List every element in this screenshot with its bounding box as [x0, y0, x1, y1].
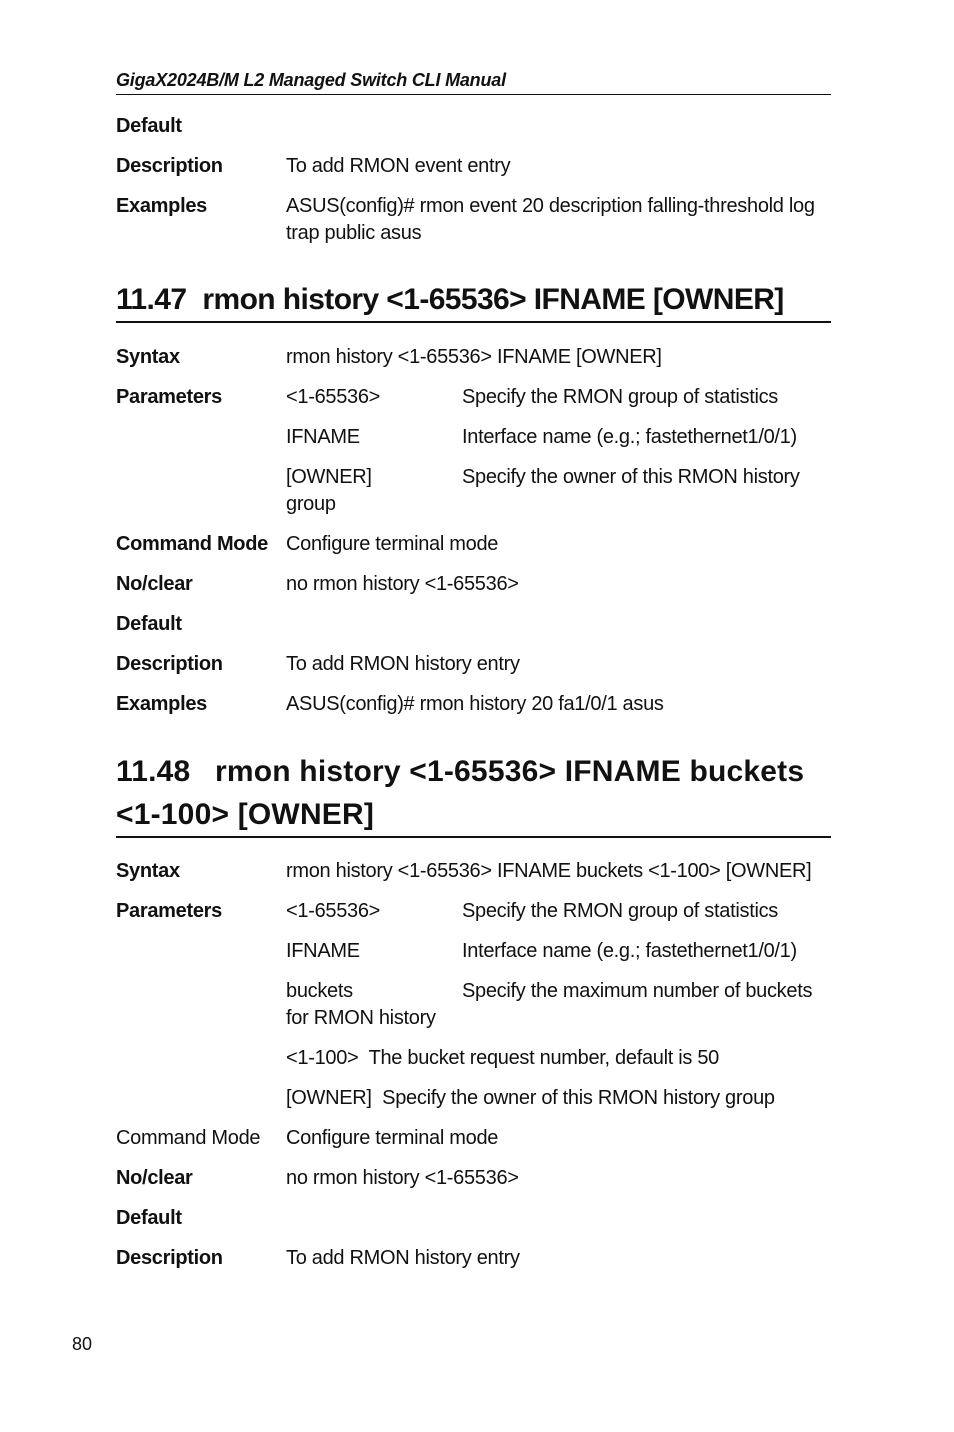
syntax-value: rmon history <1-65536> IFNAME [OWNER]	[286, 346, 662, 368]
param-desc: Interface name (e.g.; fastethernet1/0/1)	[462, 940, 797, 962]
noclear-label: No/clear	[116, 1167, 193, 1189]
section-title-line2: <1-100> [OWNER]	[116, 798, 375, 831]
examples-value: ASUS(config)# rmon history 20 fa1/0/1 asus	[286, 693, 664, 715]
page-number: 80	[72, 1334, 93, 1354]
section-title: rmon history <1-65536> IFNAME [OWNER]	[202, 283, 784, 316]
syntax-label: Syntax	[116, 346, 180, 368]
default-label: Default	[116, 1207, 182, 1229]
param-desc-continuation: group	[286, 493, 336, 515]
examples-value: ASUS(config)# rmon event 20 description falling-threshold log trap public asus	[286, 195, 815, 244]
section-heading-11-48	[116, 750, 831, 838]
param-name: IFNAME	[286, 940, 360, 962]
running-header: GigaX2024B/M L2 Managed Switch CLI Manual	[116, 70, 831, 95]
param-name: [OWNER]	[286, 466, 372, 488]
param-desc: Specify the owner of this RMON history	[462, 466, 800, 488]
param-name-continuation: for RMON history	[286, 1007, 436, 1029]
description-value: To add RMON history entry	[286, 1247, 520, 1269]
noclear-value: no rmon history <1-65536>	[286, 1167, 519, 1189]
section-number: 11.47	[116, 283, 187, 316]
param-name: IFNAME	[286, 426, 360, 448]
noclear-label: No/clear	[116, 573, 193, 595]
description-label: Description	[116, 1247, 223, 1269]
noclear-value: no rmon history <1-65536>	[286, 573, 519, 595]
param-name: buckets	[286, 980, 353, 1002]
description-label: Description	[116, 653, 223, 675]
description-label: Description	[116, 155, 223, 177]
section-title-line1: rmon history <1-65536> IFNAME buckets	[214, 755, 805, 788]
default-label: Default	[116, 613, 182, 635]
parameters-label: Parameters	[116, 386, 222, 408]
command-mode-value: Configure terminal mode	[286, 1127, 499, 1149]
description-value: To add RMON history entry	[286, 653, 520, 675]
param-line-owner: [OWNER] Specify the owner of this RMON history group	[286, 1087, 775, 1109]
param-name: <1-65536>	[286, 386, 381, 408]
command-mode-value: Configure terminal mode	[286, 533, 499, 555]
param-name: <1-65536>	[286, 900, 381, 922]
parameters-label: Parameters	[116, 900, 222, 922]
param-desc: Interface name (e.g.; fastethernet1/0/1)	[462, 426, 797, 448]
section-heading-11-47	[116, 278, 831, 323]
examples-label: Examples	[116, 693, 207, 715]
syntax-label: Syntax	[116, 860, 180, 882]
param-line-buckets-number: <1-100> The bucket request number, default is 50	[286, 1047, 720, 1069]
syntax-value: rmon history <1-65536> IFNAME buckets <1-100> [OWNER]	[286, 860, 812, 882]
param-desc: Specify the RMON group of statistics	[462, 900, 778, 922]
param-desc: Specify the RMON group of statistics	[462, 386, 778, 408]
section-number: 11.48	[116, 755, 191, 788]
command-mode-label: Command Mode	[116, 1127, 261, 1149]
command-mode-label: Command Mode	[116, 533, 268, 555]
param-desc: Specify the maximum number of buckets	[462, 980, 813, 1002]
default-label: Default	[116, 115, 182, 137]
examples-label: Examples	[116, 195, 207, 217]
description-value: To add RMON event entry	[286, 155, 511, 177]
